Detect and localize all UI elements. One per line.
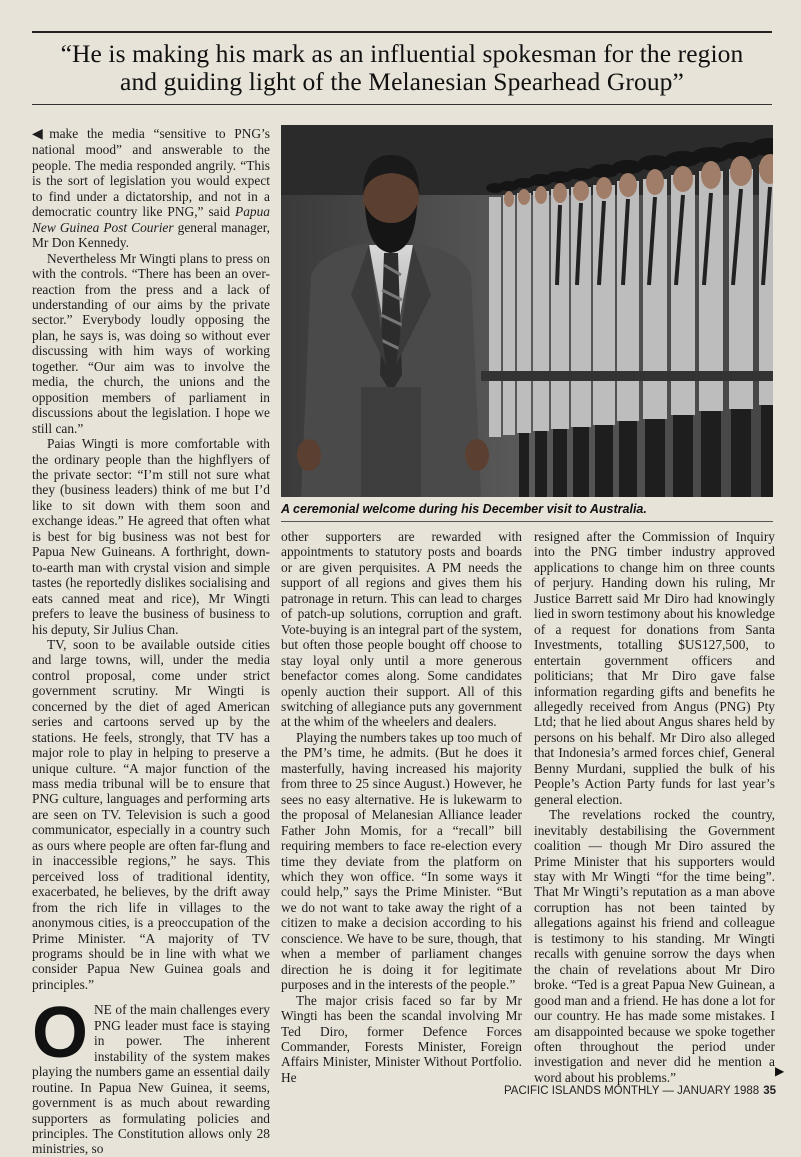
continue-arrow-icon: ▶ [775,1064,785,1078]
paragraph: Playing the numbers takes up too much of the PM’s time, he admits. (But he does it masterfully, having increased his majority from three to 25 since August.) However, he sees no easy alternative. He is lukewarm to the proposal of Melanesian Alliance leader Father John Momis, for a “recall” bill requiring members to face re-election every time they deviate from the platform on which they won office. “In some ways it could help,” says the Prime Minister. “But we do not want to take away the right of a citizen to make a decision according to his conscience. We have to be sure, though, that when a member of parliament changes direction he is doing it for legitimate purposes and in the interests of the people.” [281,729,522,993]
headline-rule [32,104,772,105]
paragraph: TV, soon to be available outside cities and large towns, will, under the media control proposal, come under strict government scrutiny. Mr Wingti is concerned by the diet of aged American series and cartoons served up by the stations. He feels, strongly, that TV has a major role to play in helping to preserve a unique culture. “A major function of the mass media tribunal will be to ensure that PNG culture, languages and performing arts are seen on TV. Television is such a good communicator, especially in a country such as ours where people are often far-flung and in inaccessible regions,” he says. This perceived loss of traditional identity, exacerbated, he believes, by the drift away from the rich life in villages to the anonymous cities, is a preoccupation of the Prime Minister. “A majority of TV programs should be in line with what we consider Papua New Guinea goals and principles.” [32,636,270,992]
drop-cap: O [32,993,89,1074]
pull-quote-headline: “He is making his mark as an influential spokesman for the region and guiding light of the Melanesian Spearhead Group” [60,39,744,96]
article-column-1 [32,126,270,1157]
ceremonial-welcome-photo [281,125,773,497]
paragraph: other supporters are rewarded with appointments to statutory posts and boards or are given perquisites. A PM needs the support of all regions and gives them his patronage in return. This can lead to charges of patch-up solutions, corruption and graft. Vote-buying is an integral part of the system, but often those people bought off choose to stay loyal only until a more generous benefactor comes along. Some candidates openly auction their support. All of this switching of allegiance puts any government at the whim of the wheelers and dealers. [281,529,522,730]
continuation-arrow-icon: ◀ [32,127,49,142]
paragraph: Paias Wingti is more comfortable with the ordinary people than the highflyers of the private sector: “I’m still not sure what they (business leaders) think of me but I’d like to sit down with them soon and exchange ideas.” He agreed that often what is best for big business was not best for Papua New Guineans. A forthright, down-to-earth man with crystal vision and simple tastes (he reportedly dislikes socialising and eats canned meat and rice), Mr Wingti prefers to leave the business of business to his deputy, Sir Julius Chan. [32,436,270,637]
paragraph: The major crisis faced so far by Mr Wingti has been the scandal involving Mr Ted Diro, former Defence Forces Commander, Forests Minister, Foreign Affairs Minister, Minister Without Portfolio. He [281,992,522,1085]
paragraph: ONE of the main challenges every PNG leader must face is staying in power. The inherent instability of the system makes playing the numbers game an essential daily routine. In Papua New Guinea, it seems, government is as much about rewarding supporters as formulating policies and principles. The Constitution allows only 28 ministries, so [32,993,270,1157]
article-column-3 [534,529,775,1085]
top-rule [32,31,772,33]
article-column-2 [281,529,522,1085]
page-number: 35 [763,1085,776,1097]
photo-illustration [281,125,773,497]
paragraph: resigned after the Commission of Inquiry into the PNG timber industry approved applications to change him on three counts of perjury. Handing down his ruling, Mr Justice Barrett said Mr Diro had knowingly lied in sworn testimony about his knowledge of a request for donations from Santa Investments, totalling $US127,500, to entertain government officers and politicians; that Mr Diro gave false information regarding gifts and benefits he allegedly received from Angus (PNG) Pty Ltd; that he lied about Angus shares held by persons on his behalf. Mr Diro also alleged that Indonesia’s armed forces chief, General Benny Murdani, supplied the bulk of his People’s Action Party funds for last year’s general election. [534,529,775,807]
page-footer [500,1085,776,1097]
caption-rule [281,521,773,522]
paragraph: Nevertheless Mr Wingti plans to press on with the controls. “There has been an over-reaction from the press and a lack of understanding of our aims by the private sector.” Everybody loudly opposing the plan, he says is, was doing so without ever discussing with him ways of working together. “Our aim was to involve the media, the church, the unions and the opposition members of parliament in discussions about the legislation. I hope we still can.” [32,250,270,436]
paragraph: ◀make the media “sensitive to PNG’s national mood” and answerable to the people. The media responded angrily. “This is the sort of legislation you would expect to find under a dictatorship, and not in a democratic country like PNG,” said Papua New Guinea Post Courier general manager, Mr Don Kennedy. [32,126,270,251]
publication-name: PACIFIC ISLANDS MONTHLY — JANUARY 1988 [503,1085,760,1097]
paragraph: The revelations rocked the country, inevitably destabilising the Government coalition — though Mr Diro assured the Prime Minister that his supporters would stay with Mr Wingti “for the time being”. That Mr Wingti’s reputation as a man above corruption has not been tainted by allegations against his friend and colleague is testimony to his standing. Mr Wingti recalls with genuine sorrow the days when the chain of revelations about Mr Diro broke. “Ted is a great Papua New Guinean, a good man and a friend. He has done a lot for our country. He has made some mistakes. I am disappointed because we spoke together often throughout the period under investigation and never did he mention a word about his problems.” [534,807,775,1085]
photo-caption: A ceremonial welcome during his December visit to Australia. [281,502,647,516]
